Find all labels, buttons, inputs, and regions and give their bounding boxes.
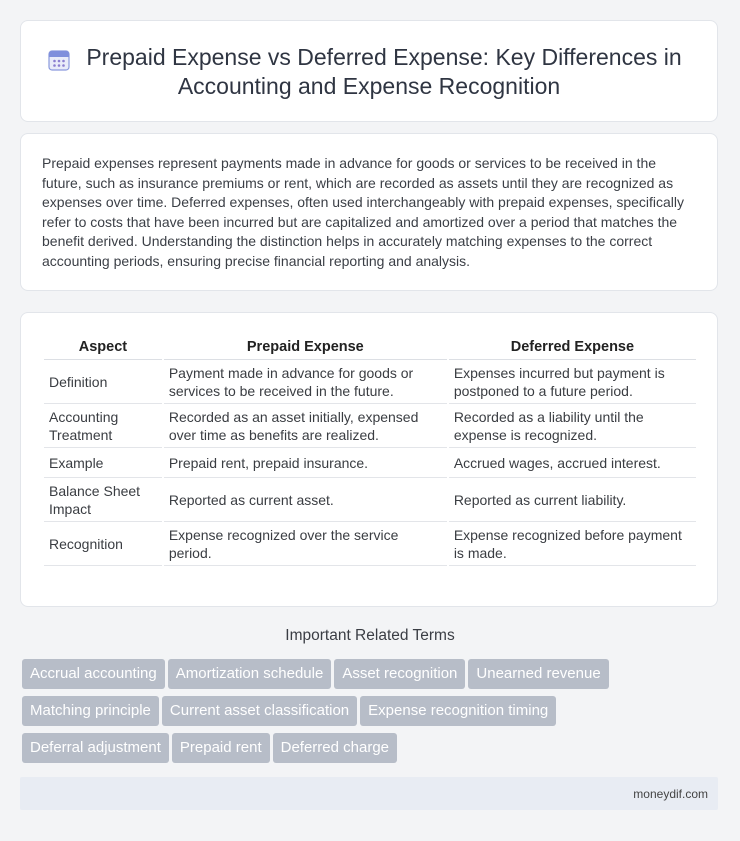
page-title-text: Prepaid Expense vs Deferred Expense: Key Differences in Accounting and Expense Recognition <box>86 44 682 99</box>
cell-deferred: Recorded as a liability until the expense is recognized. <box>449 404 696 448</box>
related-tag[interactable]: Asset recognition <box>334 659 465 689</box>
related-terms-heading: Important Related Terms <box>285 627 455 644</box>
cell-deferred: Accrued wages, accrued interest. <box>449 448 696 478</box>
related-tag[interactable]: Prepaid rent <box>172 733 270 763</box>
page-title <box>41 43 697 101</box>
table-row <box>44 360 696 404</box>
table-row <box>44 522 696 566</box>
cell-deferred: Expenses incurred but payment is postponed to a future period. <box>449 360 696 404</box>
related-terms-list <box>22 659 682 770</box>
table-row <box>44 448 696 478</box>
related-tag[interactable]: Deferred charge <box>273 733 397 763</box>
cell-prepaid: Payment made in advance for goods or services to be received in the future. <box>164 360 447 404</box>
header-deferred: Deferred Expense <box>449 335 696 360</box>
header-aspect: Aspect <box>44 335 162 360</box>
related-tag[interactable]: Current asset classification <box>162 696 357 726</box>
table-header-row <box>44 335 696 360</box>
cell-aspect: Definition <box>44 360 162 404</box>
comparison-table <box>42 335 698 566</box>
header-prepaid: Prepaid Expense <box>164 335 447 360</box>
cell-prepaid: Recorded as an asset initially, expensed over time as benefits are realized. <box>164 404 447 448</box>
related-tag[interactable]: Accrual accounting <box>22 659 165 689</box>
cell-deferred: Reported as current liability. <box>449 478 696 522</box>
intro-paragraph: Prepaid expenses represent payments made in advance for goods or services to be received in the future, such as insurance premiums or rent, which are recorded as assets until they are recognized as expenses over time. Deferred expenses, often used interchangeably with prepaid expenses, specifically refer to costs that have been incurred but are capitalized and amortized over a period that matches the benefit derived. Understanding the distinction helps in accurately matching expenses to the correct accounting periods, ensuring precise financial reporting and analysis. <box>42 155 685 269</box>
cell-aspect: Accounting Treatment <box>44 404 162 448</box>
related-tag[interactable]: Matching principle <box>22 696 159 726</box>
footer-site-link[interactable]: moneydif.com <box>633 787 708 801</box>
comparison-card <box>20 312 718 607</box>
intro-card <box>20 133 718 291</box>
related-tag[interactable]: Expense recognition timing <box>360 696 556 726</box>
header-card <box>20 20 718 122</box>
related-tag[interactable]: Unearned revenue <box>468 659 608 689</box>
related-tag[interactable]: Deferral adjustment <box>22 733 169 763</box>
table-row <box>44 478 696 522</box>
cell-deferred: Expense recognized before payment is made. <box>449 522 696 566</box>
cell-aspect: Example <box>44 448 162 478</box>
cell-prepaid: Reported as current asset. <box>164 478 447 522</box>
cell-aspect: Balance Sheet Impact <box>44 478 162 522</box>
cell-prepaid: Prepaid rent, prepaid insurance. <box>164 448 447 478</box>
table-row <box>44 404 696 448</box>
cell-prepaid: Expense recognized over the service period. <box>164 522 447 566</box>
footer <box>20 777 718 810</box>
cell-aspect: Recognition <box>44 522 162 566</box>
related-tag[interactable]: Amortization schedule <box>168 659 332 689</box>
